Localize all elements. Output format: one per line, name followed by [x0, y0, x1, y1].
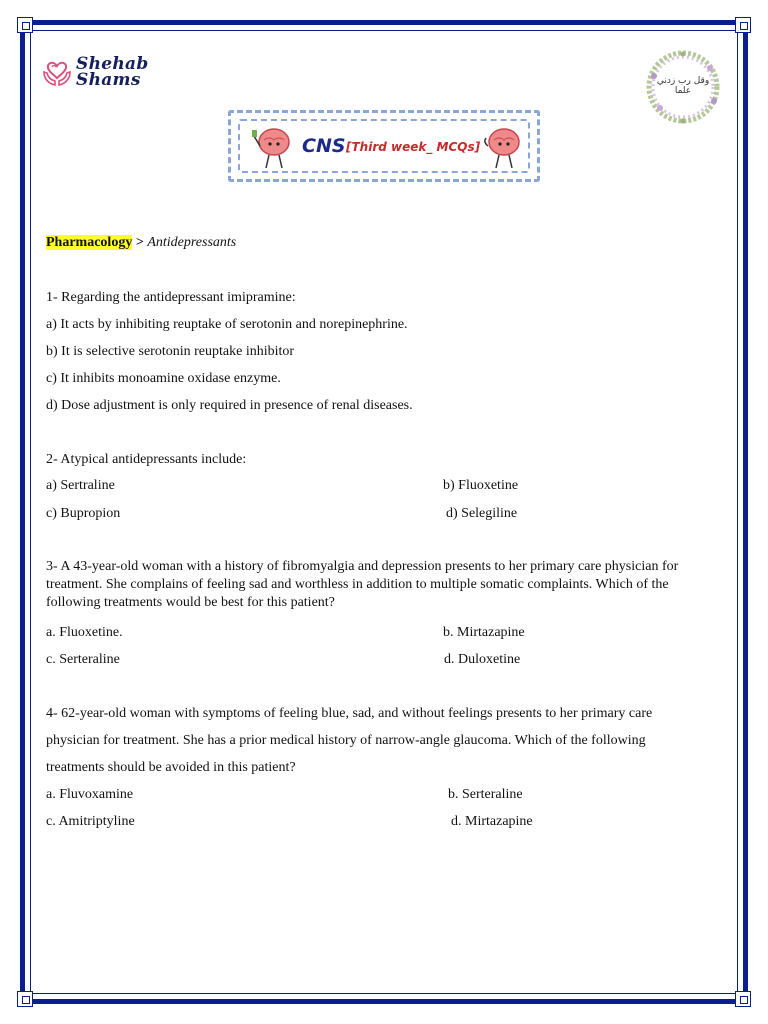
answer-option: c) Bupropion: [46, 506, 121, 521]
answer-option: d) Dose adjustment is only required in presence of renal diseases.: [46, 398, 413, 413]
brand-line-2: Shams: [76, 70, 141, 90]
subject-label: Pharmacology: [46, 235, 133, 250]
brand-line-1: Shehab: [76, 54, 149, 74]
answer-option: a. Fluvoxamine: [46, 787, 134, 802]
answer-option: b. Serteraline: [448, 787, 523, 802]
section-heading: [46, 235, 236, 251]
answer-option: d) Selegiline: [446, 506, 518, 521]
answer-option: a. Fluoxetine.: [46, 625, 123, 640]
corner-ornament: [735, 991, 751, 1007]
heart-hands-icon: [42, 56, 72, 88]
answer-option: b) Fluoxetine: [443, 478, 519, 493]
question-stem: 2- Atypical antidepressants include:: [46, 452, 247, 467]
question-stem: 1- Regarding the antidepressant imipramine:: [46, 290, 296, 305]
question-stem-line: 4- 62-year-old woman with symptoms of feeling blue, sad, and without feelings presents to her primary care: [46, 706, 653, 721]
answer-option: d. Mirtazapine: [451, 814, 533, 829]
answer-option: a) Sertraline: [46, 478, 115, 493]
brand-logo: [42, 56, 149, 88]
question-stem: 3- A 43-year-old woman with a history of fibromyalgia and depression presents to her primary care physician for treatment. She complains of feeling sad and worthless in addition to multiple somatic complaints. Which of the following treatments would be best for this patient?: [46, 559, 679, 610]
answer-option: c. Amitriptyline: [46, 814, 135, 829]
brain-mascot-icon: [482, 124, 524, 172]
answer-option: b. Mirtazapine: [443, 625, 525, 640]
question-stem-line: treatments should be avoided in this patient?: [46, 760, 296, 775]
heading-separator: >: [132, 235, 148, 250]
answer-option: b) It is selective serotonin reuptake inhibitor: [46, 344, 295, 359]
answer-option: c. Serteraline: [46, 652, 120, 667]
banner-title: CNS: [302, 135, 346, 157]
topic-label: Antidepressants: [147, 235, 237, 250]
answer-option: a) It acts by inhibiting reuptake of serotonin and norepinephrine.: [46, 317, 408, 332]
banner-subtitle: [Third week_ MCQs]: [346, 140, 481, 154]
corner-ornament: [17, 991, 33, 1007]
brain-mascot-icon: [252, 124, 294, 172]
answer-option: c) It inhibits monoamine oxidase enzyme.: [46, 371, 281, 386]
corner-ornament: [735, 17, 751, 33]
wreath-caption: وقل رب زدني علما: [656, 76, 710, 96]
corner-ornament: [17, 17, 33, 33]
question-stem-line: physician for treatment. She has a prior medical history of narrow-angle glaucoma. Which of the following: [46, 733, 646, 748]
answer-option: d. Duloxetine: [444, 652, 521, 667]
brand-name: [76, 56, 149, 88]
